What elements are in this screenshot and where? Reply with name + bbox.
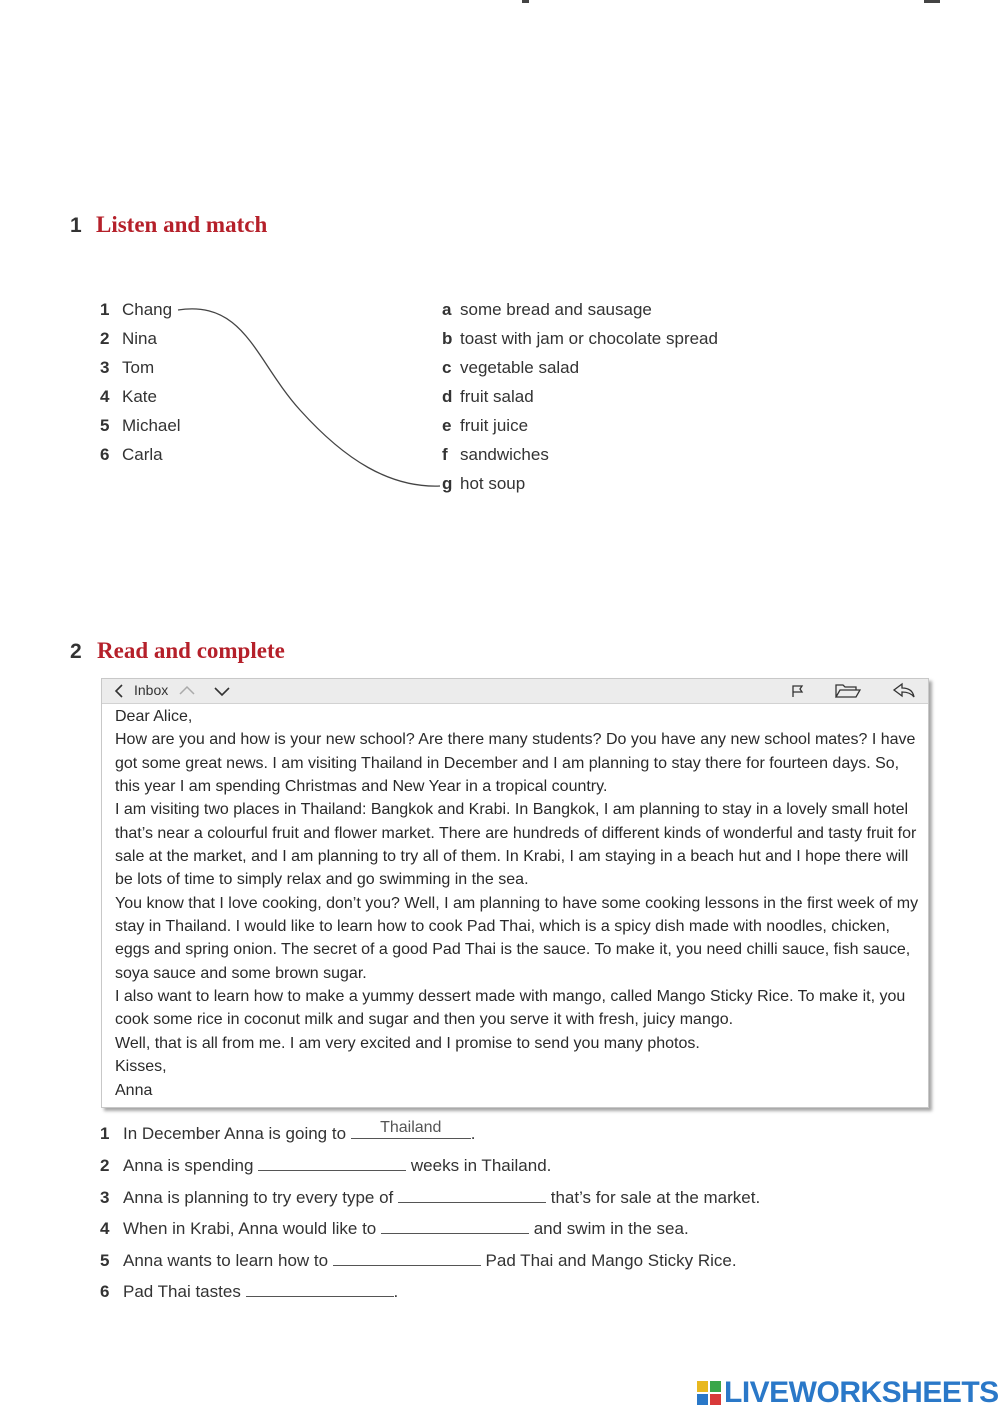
answer-blank[interactable] xyxy=(351,1119,471,1139)
email-paragraph: Dear Alice, xyxy=(115,708,193,725)
question-text-before: Anna is planning to try every type of xyxy=(123,1188,398,1207)
answer-blank[interactable] xyxy=(246,1280,394,1297)
section-1-number: 1 xyxy=(70,214,82,237)
email-paragraph: Kisses, xyxy=(115,1058,167,1076)
food-text: fruit juice xyxy=(460,416,529,435)
food-text: hot soup xyxy=(460,474,526,493)
reply-icon[interactable] xyxy=(892,682,916,699)
person-name: Nina xyxy=(122,329,157,348)
liveworksheets-logo[interactable] xyxy=(697,1376,999,1410)
email-window xyxy=(101,678,929,1108)
question-text-after: and swim in the sea. xyxy=(528,1219,689,1238)
food-letter: g xyxy=(442,474,453,493)
food-text: fruit salad xyxy=(460,387,534,406)
email-paragraph: Anna xyxy=(115,1081,153,1099)
question-text-before: Anna wants to learn how to xyxy=(123,1251,333,1270)
food-text: vegetable salad xyxy=(460,358,580,377)
email-paragraph: I am visiting two places in Thailand: Bangkok and Krabi. In Bangkok, I am planning to stay in a lovely small hotel that’s near a colourful fruit and flower market. There are hundreds of different kinds of wonderful and tasty fruit for sale at the market, and I am planning to try all of them. In Krabi, I am staying in a beach hut and I hope there will be lots of time to simply relax and go swimming in the sea. xyxy=(115,801,917,889)
question-text-after: that’s for sale at the market. xyxy=(546,1188,761,1207)
food-text: toast with jam or chocolate spread xyxy=(460,329,718,348)
food-letter: e xyxy=(442,416,452,435)
email-body xyxy=(115,705,923,1102)
question-number: 5 xyxy=(100,1251,110,1270)
question-number: 4 xyxy=(100,1219,110,1238)
question-number: 3 xyxy=(100,1188,110,1207)
question-row xyxy=(100,1217,689,1241)
person-name: Kate xyxy=(122,387,157,406)
section-2-number: 2 xyxy=(70,640,82,663)
question-text-after: Pad Thai and Mango Sticky Rice. xyxy=(480,1251,737,1270)
question-number: 2 xyxy=(100,1156,110,1175)
section-1-title: Listen and match xyxy=(96,212,268,237)
question-text-before: Anna is spending xyxy=(123,1156,259,1175)
answer-blank[interactable] xyxy=(333,1249,481,1266)
answer-text: Thailand xyxy=(380,1119,442,1136)
question-row xyxy=(100,1249,737,1273)
person-name: Carla xyxy=(122,445,163,464)
person-number: 3 xyxy=(100,358,110,377)
food-text: some bread and sausage xyxy=(460,300,652,319)
question-number: 6 xyxy=(100,1282,110,1301)
person-name: Michael xyxy=(122,416,181,435)
inbox-link[interactable]: Inbox xyxy=(134,682,169,698)
food-text: sandwiches xyxy=(460,445,549,464)
question-row xyxy=(100,1154,551,1178)
person-number: 4 xyxy=(100,387,110,406)
question-text-before: When in Krabi, Anna would like to xyxy=(123,1219,381,1238)
logo-grid-icon xyxy=(697,1381,721,1405)
person-number: 5 xyxy=(100,416,110,435)
food-letter: c xyxy=(442,358,452,377)
flag-icon[interactable] xyxy=(791,684,805,698)
email-paragraph: Well, that is all from me. I am very excited and I promise to send you many photos. xyxy=(115,1034,700,1052)
question-row xyxy=(100,1119,476,1146)
answer-blank[interactable] xyxy=(381,1217,529,1234)
answer-blank[interactable] xyxy=(258,1154,406,1171)
question-text-after: . xyxy=(393,1282,399,1301)
email-toolbar xyxy=(102,679,928,704)
food-letter: b xyxy=(442,329,453,348)
person-name: Tom xyxy=(122,358,155,377)
chevron-down-icon[interactable] xyxy=(214,686,230,697)
person-number: 1 xyxy=(100,300,110,319)
question-row xyxy=(100,1280,398,1304)
email-paragraph: You know that I love cooking, don’t you? Well, I am planning to have some cooking lessons in the first week of my stay in Thailand. I would like to learn how to cook Pad Thai, which is a spicy dish made with noodles, chicken, eggs and spring onion. The secret of a good Pad Thai is the sauce. To make it, you need chilli sauce, fish sauce, soya sauce and some brown sugar. xyxy=(115,894,919,982)
food-letter: a xyxy=(442,300,452,319)
email-paragraph: I also want to learn how to make a yummy dessert made with mango, called Mango Sticky Rice. To make it, you cook some rice in coconut milk and sugar and then you serve it with fresh, juicy mango. xyxy=(115,988,906,1029)
question-text-after: . xyxy=(470,1124,476,1143)
chevron-left-icon[interactable] xyxy=(114,684,124,698)
person-name: Chang xyxy=(122,300,173,319)
section-2-title: Read and complete xyxy=(97,638,285,663)
question-text-before: Pad Thai tastes xyxy=(123,1282,246,1301)
person-number: 2 xyxy=(100,329,110,348)
question-text-after: weeks in Thailand. xyxy=(406,1156,552,1175)
question-number: 1 xyxy=(100,1124,110,1143)
folder-icon[interactable] xyxy=(835,683,861,699)
chevron-up-icon[interactable] xyxy=(179,685,195,696)
food-letter: f xyxy=(442,445,448,464)
question-text-before: In December Anna is going to xyxy=(123,1124,351,1143)
match-line xyxy=(0,0,1000,520)
logo-text: LIVEWORKSHEETS xyxy=(724,1376,999,1409)
person-number: 6 xyxy=(100,445,110,464)
question-row xyxy=(100,1186,760,1210)
food-letter: d xyxy=(442,387,453,406)
answer-blank[interactable] xyxy=(398,1186,546,1203)
email-paragraph: How are you and how is your new school? Are there many students? Do you have any new school mates? I have got some great news. I am visiting Thailand in December and I am planning to stay there for fourteen days. So, this year I am spending Christmas and New Year in a tropical country. xyxy=(115,731,916,796)
